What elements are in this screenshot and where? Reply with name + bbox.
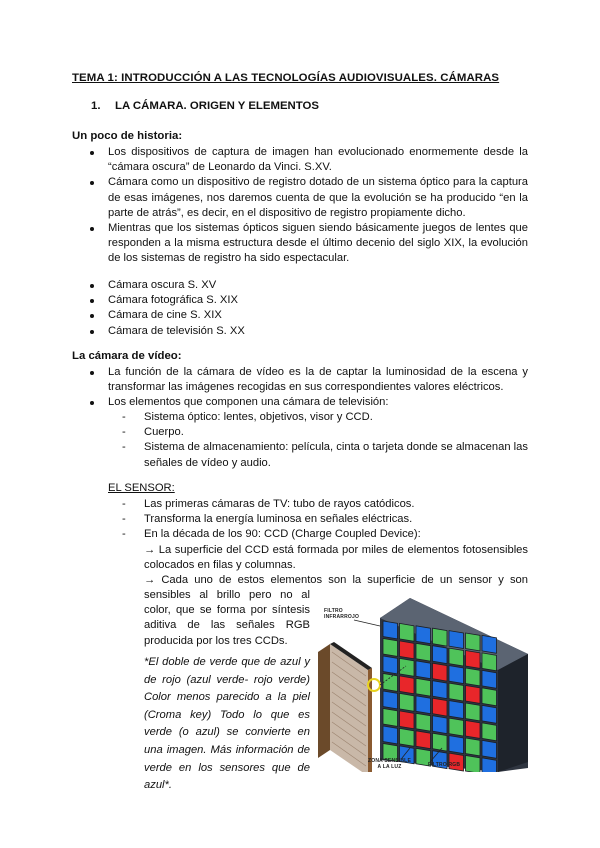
list-item: - Las primeras cámaras de TV: tubo de rayos catódicos. [108, 497, 528, 512]
historia-heading: Un poco de historia: [72, 130, 183, 142]
video-heading: La cámara de vídeo: [72, 350, 182, 362]
list-item: - Transforma la energía luminosa en señales eléctricas. [108, 512, 528, 527]
list-item: - En la década de los 90: CCD (Charge Coupled Device): [108, 527, 528, 542]
figure-label-rgb: FILTRO RGB [428, 762, 461, 768]
section-number: 1. [91, 100, 101, 112]
historia-bullets [72, 145, 528, 267]
timeline-bullets [72, 278, 528, 339]
list-item: Cámara fotográfica S. XIX [72, 293, 528, 308]
ccd-color-text: sensibles al brillo pero no al color, que se forma por síntesis aditiva de las señales RGB producida por los tres CCDs. [144, 589, 310, 647]
list-item: Cámara de cine S. XIX [72, 308, 528, 323]
list-item: - Cuerpo. [108, 425, 528, 440]
sensor-section [108, 497, 528, 588]
figure-label-ir: FILTRO INFRARROJO [324, 608, 360, 620]
document-title: TEMA 1: INTRODUCCIÓN A LAS TECNOLOGÍAS AUDIOVISUALES. CÁMARAS [72, 72, 500, 84]
list-item: - Sistema óptico: lentes, objetivos, visor y CCD. [108, 410, 528, 425]
ccd-surface-text: → La superficie del CCD está formada por miles de elementos fotosensibles colocados en filas y columnas. [144, 543, 528, 571]
list-item: Mientras que los sistemas ópticos siguen siendo básicamente juegos de lentes que responden a la misma estructura desde el último decenio del siglo XIX, la evolución de los sistemas de registro ha sido espectacular. [72, 221, 528, 267]
list-item: Cámara oscura S. XV [72, 278, 528, 293]
video-bullets [72, 365, 528, 411]
figure-label-zone: ZONA SENSIBLE A LA LUZ [368, 758, 411, 770]
section-title: LA CÁMARA. ORIGEN Y ELEMENTOS [115, 100, 319, 112]
list-item: Cámara como un dispositivo de registro dotado de un sistema óptico para la captura de esas imágenes, nos daremos cuenta de que la evolución se ha producido “en la parte de atrás”, es decir, en el dispositivo de registro propiamente dicho. [72, 175, 528, 221]
list-item: La función de la cámara de vídeo es la de captar la luminosidad de la escena y transformar las imágenes recogidas en sus correspondientes valores eléctricos. [72, 365, 528, 395]
green-note: *El doble de verde que de azul y de rojo (azul verde- rojo verde) Color menos parecido a la piel (Croma key) Todo lo que es verde (o azul) se convierte en una imagen. Más información de verde en los sensores que de azul*. [144, 656, 310, 792]
sensor-list [108, 497, 528, 543]
ccd-sensor-figure [318, 590, 534, 772]
list-item: Los dispositivos de captura de imagen han evolucionado enormemente desde la “cámara oscura” de Leonardo da Vinci. S.XV. [72, 145, 528, 175]
ccd-elements-text: → Cada uno de estos elementos son la superficie de un sensor y son [144, 574, 528, 587]
list-item: - Sistema de almacenamiento: película, cinta o tarjeta donde se almacenan las señales de vídeo y audio. [108, 440, 528, 470]
camera-elements-list [108, 410, 528, 471]
list-item: Cámara de televisión S. XX [72, 324, 528, 339]
sensor-heading: EL SENSOR: [108, 482, 175, 494]
list-item: Los elementos que componen una cámara de televisión: [72, 395, 528, 410]
section-heading [91, 100, 319, 112]
